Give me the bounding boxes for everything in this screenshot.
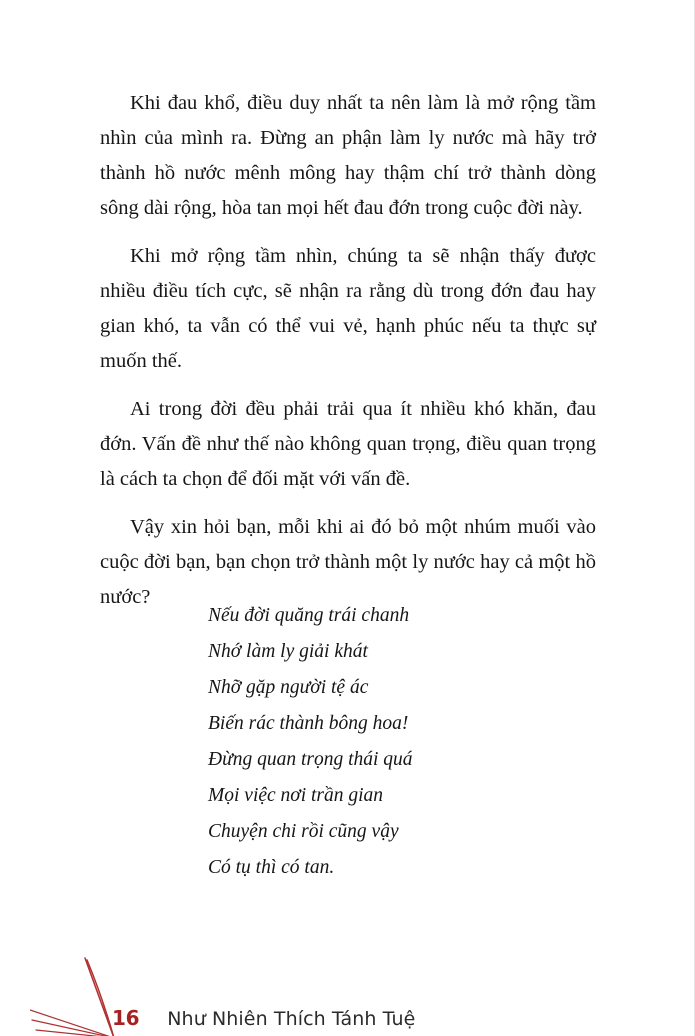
poem-line: Chuyện chi rồi cũng vậy (208, 821, 399, 842)
author-name: Như Nhiên Thích Tánh Tuệ (167, 1008, 416, 1030)
poem-line: Biến rác thành bông hoa! (208, 713, 409, 734)
footer-meta (112, 1006, 415, 1030)
poem-line: Nếu đời quăng trái chanh (208, 605, 410, 626)
poem-line: Mọi việc nơi trần gian (208, 785, 384, 806)
page-number: 16 (112, 1006, 140, 1030)
poem-line: Đừng quan trọng thái quá (208, 749, 413, 770)
poem-line: Nhớ làm ly giải khát (208, 641, 368, 662)
body-paragraph: Khi đau khổ, điều duy nhất ta nên làm là mở rộng tầm nhìn của mình ra. Đừng an phận làm ly nước mà hãy trở thành hồ nước mênh mông hay thậm chí trở thành dòng sông dài rộng, hòa tan mọi hết đau đớn trong cuộc đời này. (100, 92, 596, 219)
body-text-column (100, 86, 596, 615)
poem-block (208, 598, 588, 886)
body-paragraph: Vậy xin hỏi bạn, mỗi khi ai đó bỏ một nhúm muối vào cuộc đời bạn, bạn chọn trở thành một ly nước hay cả một hồ nước? (100, 516, 596, 608)
body-paragraph: Ai trong đời đều phải trải qua ít nhiều khó khăn, đau đớn. Vấn đề như thế nào không quan trọng, điều quan trọng là cách ta chọn để đối mặt với vấn đề. (100, 398, 596, 490)
poem-line: Nhỡ gặp người tệ ác (208, 677, 369, 698)
page-footer (0, 940, 695, 1036)
poem-line: Có tụ thì có tan. (208, 857, 335, 878)
body-paragraph: Khi mở rộng tầm nhìn, chúng ta sẽ nhận thấy được nhiều điều tích cực, sẽ nhận ra rằng dù trong đớn đau hay gian khó, ta vẫn có thể vui vẻ, hạnh phúc nếu ta thực sự muốn thế. (100, 245, 596, 372)
